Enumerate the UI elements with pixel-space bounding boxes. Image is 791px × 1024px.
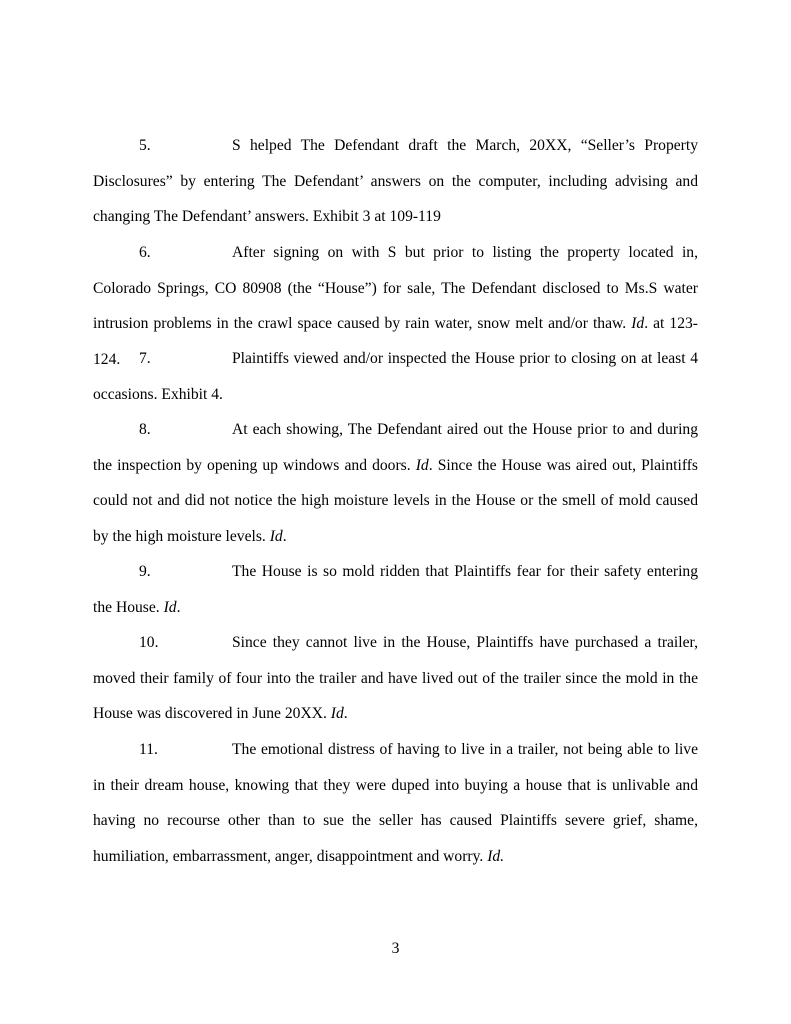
paragraph-number: 10.: [139, 634, 159, 651]
paragraph-number: 11.: [139, 741, 158, 758]
paragraph-10: [93, 625, 698, 732]
paragraph-text: The House is so mold ridden that Plaintiffs fear for their safety entering the House.: [93, 563, 698, 616]
citation-italic: Id: [163, 598, 177, 616]
paragraph-number: 8.: [139, 421, 151, 438]
paragraph-number: 7.: [139, 350, 151, 367]
citation-italic: Id.: [487, 847, 505, 865]
paragraph-text: After signing on with S but prior to listing the property located in, Colorado Springs, CO 80908 (the “House”) for sale, The Defendant disclosed to Ms.S water intrusion problems in the crawl space caused by rain water, snow melt and/or thaw.: [93, 244, 698, 332]
citation-italic: Id: [330, 705, 344, 722]
paragraph-9: [93, 554, 698, 625]
paragraph-number: 9.: [139, 563, 151, 580]
paragraph-5: [93, 128, 698, 235]
citation-italic: Id: [415, 456, 429, 474]
paragraph-text: S helped The Defendant draft the March, 20XX, “Seller’s Property Disclosures” by entering The Defendant’ answers on the computer, including advising and changing The Defendant’ answers. Exhibit 3 at 109-119: [93, 137, 698, 225]
citation-italic: Id: [269, 527, 283, 545]
paragraph-7: [93, 341, 698, 412]
paragraph-text: Since they cannot live in the House, Plaintiffs have purchased a trailer, moved their family of four into the trailer and have lived out of the trailer since the mold in the House was discovered in June 20XX.: [93, 634, 698, 722]
paragraph-text: The emotional distress of having to live in a trailer, not being able to live in their dream house, knowing that they were duped into buying a house that is unlivable and having no recourse other than to sue the seller has caused Plaintiffs severe grief, shame, humiliation, embarrassment, anger, disappointment and worry.: [93, 741, 698, 865]
paragraph-number: 6.: [139, 244, 151, 261]
paragraph-text: Plaintiffs viewed and/or inspected the House prior to closing on at least 4 occasions. Exhibit 4.: [93, 350, 698, 403]
paragraph-number: 5.: [139, 137, 151, 154]
paragraph-text: . at 123-124.: [93, 315, 698, 368]
paragraph-text: .: [176, 598, 181, 616]
page-number: 3: [391, 940, 400, 957]
paragraph-text: .: [343, 705, 348, 722]
paragraph-11: [93, 732, 698, 874]
paragraph-text: . Since the House was aired out, Plaintiffs could not and did not notice the high moisture levels in the House or the smell of mold caused by the high moisture levels.: [93, 456, 698, 545]
paragraph-8: [93, 412, 698, 554]
citation-italic: Id: [631, 315, 645, 332]
paragraph-text: At each showing, The Defendant aired out the House prior to and during the inspection by opening up windows and doors.: [93, 421, 698, 474]
paragraph-text: .: [282, 527, 287, 545]
